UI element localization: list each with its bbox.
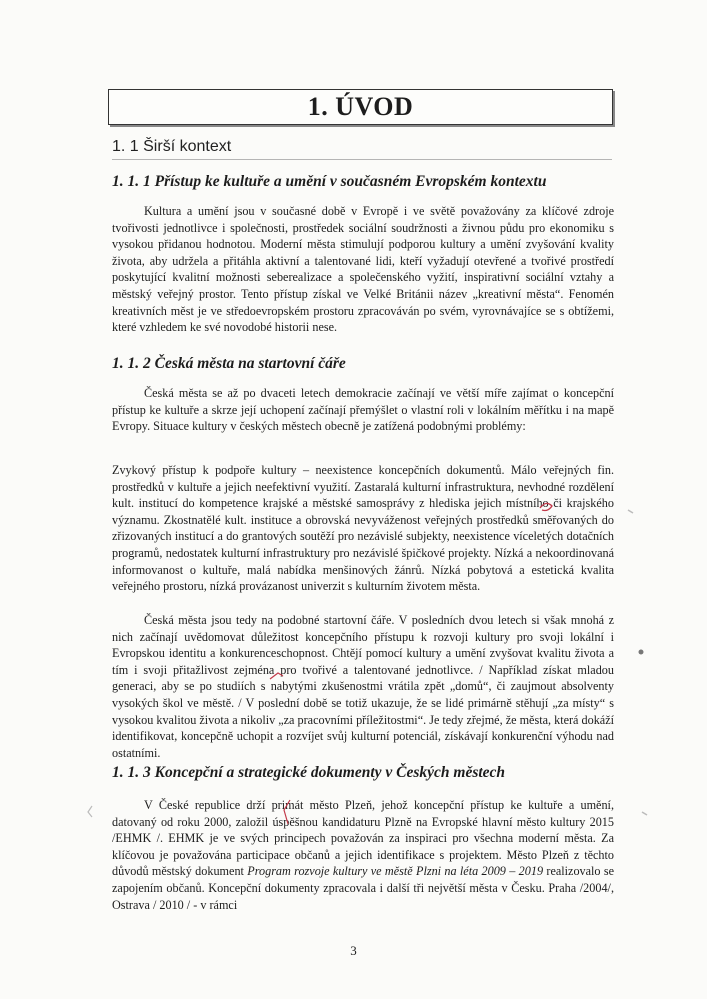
correction-mark-red-3 bbox=[284, 800, 290, 824]
subsection-heading-1-1-2: 1. 1. 2 Česká města na startovní čáře bbox=[112, 355, 346, 372]
margin-tick-3 bbox=[88, 806, 92, 817]
margin-dot bbox=[639, 650, 644, 655]
paragraph-5-text-a: V České republice drží primát město Plzeň, jehož koncepční přístup ke kultuře a umění, datovaný od roku 2000, založil úspěšnou kandidaturu Plzně na Evropské hlavní město kultury 2015 /EHMK /. EHMK je ve svých principech považován za inspiraci pro všechna moderní města. Za klíčovou je považována participace občanů a jejich identifikace s projektem. Město Plzeň z těchto důvodů městský dokument bbox=[112, 798, 614, 879]
paragraph-1: Kultura a umění jsou v současné době v Evropě i ve světě považovány za klíčové zdroje tvořivosti jednotlivce i společnosti, prostředek sociální soudržnosti a živnou půdu pro ekonomiku s vysokou přidanou hodnotou. Moderní města stimulují podporou kultury a umění zvyšování kvality života, aby udržela a přitáhla aktivní a talentované lidi, kteří vyžadují otevřené a tvořivé prostředí poskytující kvalitní možnosti seberealizace a společenského vyžití, inspirativní sociální vztahy a městský veřejný prostor. Tento přístup získal ve Velké Británii název „kreativní města“. Fenomén kreativních měst je ve středoevropském prostoru zpracováván po svém, vyrovnávajíce se s obtížemi, které vzhledem ke své novodobé historii nese. bbox=[112, 204, 614, 335]
section-heading-1-1: 1. 1 Širší kontext bbox=[112, 136, 612, 160]
chapter-title: 1. ÚVOD bbox=[307, 92, 414, 121]
margin-tick-2 bbox=[642, 812, 647, 815]
correction-mark-red-1 bbox=[540, 503, 552, 510]
paragraph-5-document-title: Program rozvoje kultury ve městě Plzni na léta 2009 – 2019 bbox=[247, 864, 544, 879]
subsection-heading-1-1-3: 1. 1. 3 Koncepční a strategické dokumenty v Českých městech bbox=[112, 764, 506, 781]
paragraph-5-text-b: realizovalo se zapojením občanů. Koncepční dokumenty zpracovala i další tři největší města v Česku. Praha /2004/, Ostrava / 2010 / - v rámci bbox=[112, 864, 615, 912]
paragraph-3: Zvykový přístup k podpoře kultury – neexistence koncepčních dokumentů. Málo veřejných fin. prostředků v kultuře a jejich neefektivní využití. Zastaralá kulturní infrastruktura, nevhodné rozdělení kult. institucí do kompetence krajské a městské samosprávy z hlediska jejich místního či krajského významu. Zkostnatělé kult. instituce a obrovská nevyváženost veřejných prostředků směřovaných do zřizovaných institucí a do grantových soutěží pro nezávislé subjekty, neexistence víceletých dotačních programů, nedostatek kulturní infrastruktury pro nezávislé špičkové projekty. Nízká a nekoordinovaná informovanost o kultuře, malá nabídka menšinových žánrů. Nízká pobytová a estetická kvalita veřejného prostoru, nízká provázanost univerzit s kulturním životem města. bbox=[112, 463, 614, 594]
paragraph-2: Česká města se až po dvaceti letech demokracie začínají ve větší míře zajímat o koncepční přístup ke kultuře a skrze její uchopení začínají přemýšlet o vlastní roli v lokálním měřítku i na mapě Evropy. Situace kultury v českých městech obecně je zatížená podobnými problémy: bbox=[112, 386, 614, 434]
subsection-heading-1-1-1: 1. 1. 1 Přístup ke kultuře a umění v současném Evropském kontextu bbox=[112, 173, 547, 190]
page-number: 3 bbox=[350, 943, 357, 958]
paragraph-4: Česká města jsou tedy na podobné startovní čáře. V posledních dvou letech si však mnohá z nich začínají uvědomovat důležitost koncepčního přístupu k rozvoji kultury pro svoji lokální i Evropskou identitu a konkurenceschopnost. Chtějí pomocí kultury a umění zvyšovat kvalitu života a tím i svoji přitažlivost zejména pro tvořivé a talentované jednotlivce. / Například získat mladou generaci, aby se po studiích s nabytými zkušenostmi vrátila zpět „domů“, či zaujmout absolventy vysokých škol ve městě. / V poslední době se totiž ukazuje, že se lidé primárně stěhují „za místy“ s vysokou kvalitou života a nikoliv „za pracovními příležitostmi“. Je tedy zřejmé, že města, která dokáží identifikovat, koncepčně uchopit a rozvíjet svůj kulturní potenciál, získávají konkurenční výhodu nad ostatními. bbox=[112, 613, 614, 760]
margin-tick-1 bbox=[628, 510, 633, 513]
correction-mark-red-2 bbox=[270, 673, 283, 679]
